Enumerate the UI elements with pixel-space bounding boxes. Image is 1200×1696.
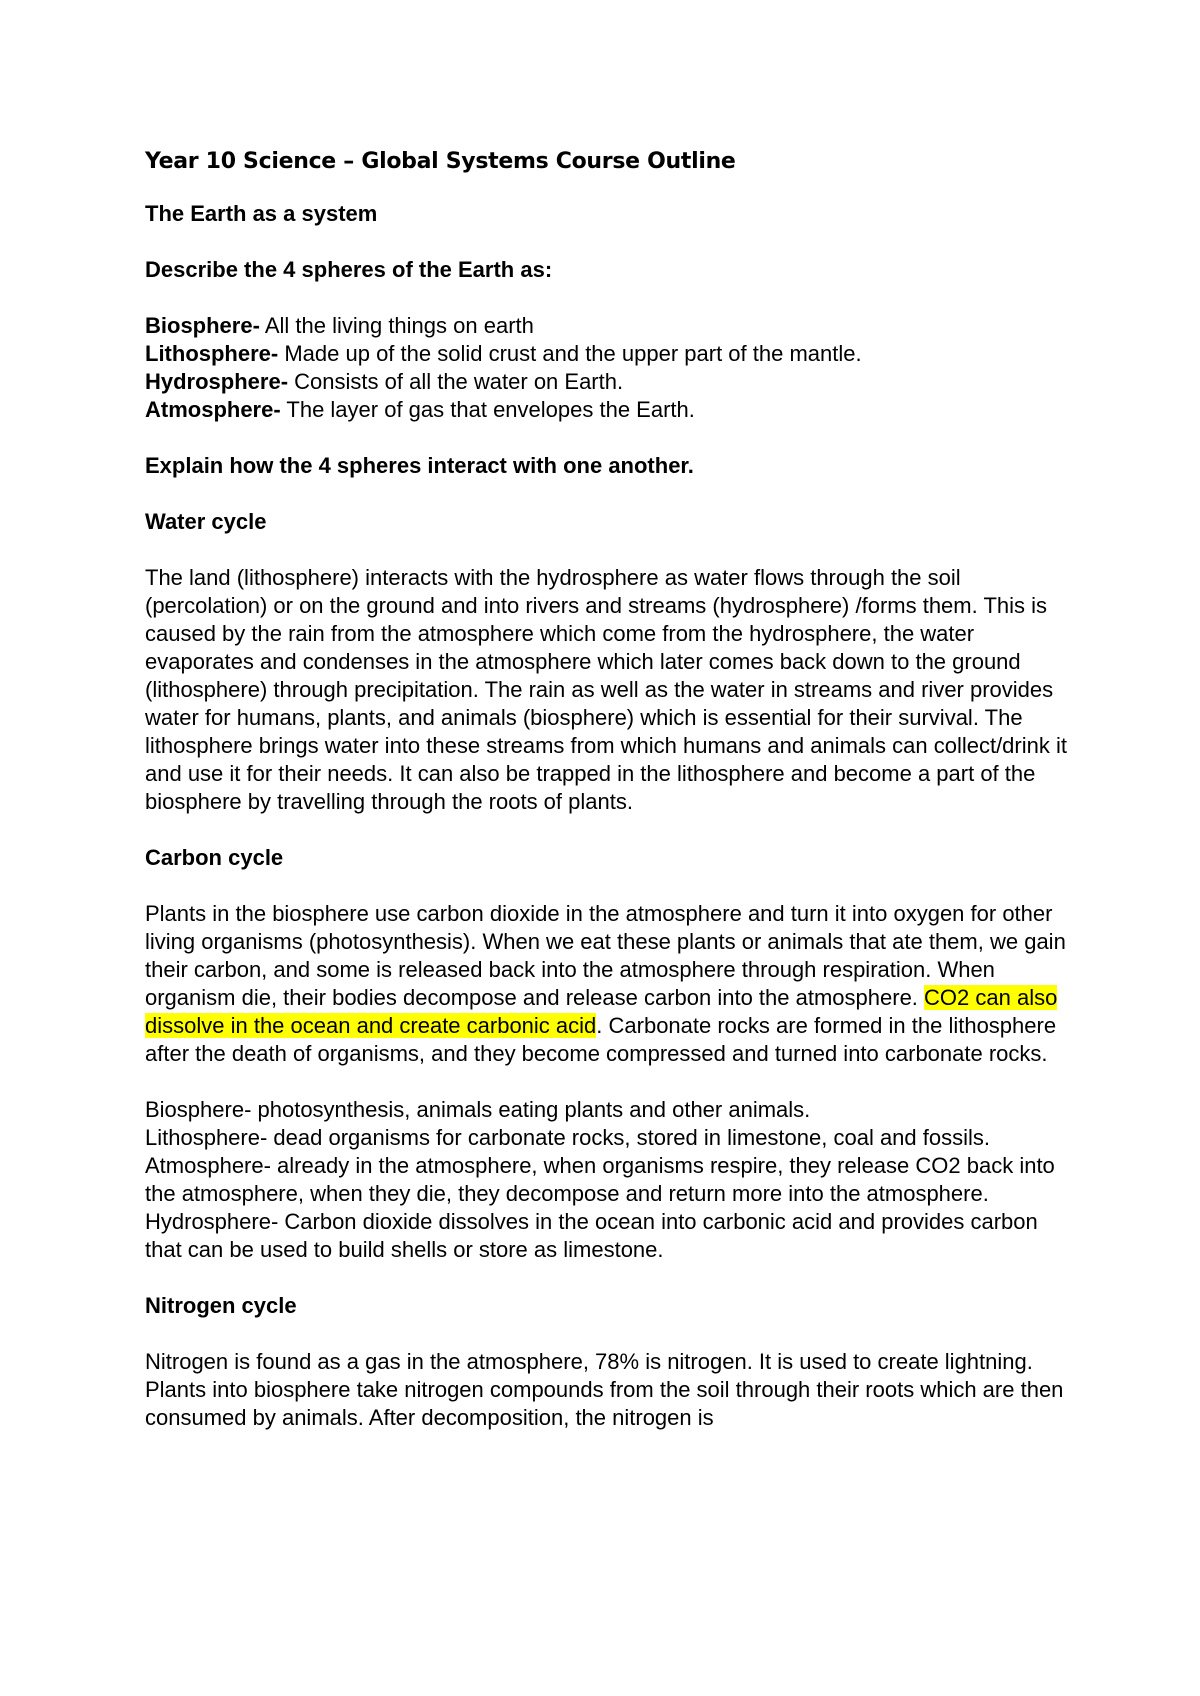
sphere-term: Hydrosphere- [145, 369, 289, 394]
nitrogen-cycle-heading: Nitrogen cycle [145, 1293, 297, 1318]
highlighted-text: CO2 can also dissolve in the ocean and create carbonic acid [145, 985, 1058, 1038]
sphere-description: The layer of gas that envelopes the Earth. [280, 397, 695, 422]
carbon-atmosphere-line: Atmosphere- already in the atmosphere, when organisms respire, they release CO2 back into the atmosphere, when they die, they decompose and return more into the atmosphere. [145, 1153, 1055, 1206]
sphere-definition-atmosphere [145, 396, 1075, 424]
carbon-spheres-list [145, 1096, 1075, 1264]
carbon-cycle-heading: Carbon cycle [145, 845, 284, 870]
sphere-definition-hydrosphere [145, 368, 1075, 396]
water-cycle-paragraph: The land (lithosphere) interacts with the hydrosphere as water flows through the soil (percolation) or on the ground and into rivers and streams (hydrosphere) /forms them. This is caused by the rain from the atmosphere which come from the hydrosphere, the water evaporates and condenses in the atmosphere which later comes back down to the ground (lithosphere) through precipitation. The rain as well as the water in streams and river provides water for humans, plants, and animals (biosphere) which is essential for their survival. The lithosphere brings water into these streams from which humans and animals can collect/drink it and use it for their needs. It can also be trapped in the lithosphere and become a part of the biosphere by travelling through the roots of plants. [145, 565, 1067, 814]
sphere-description: Made up of the solid crust and the upper part of the mantle. [278, 341, 862, 366]
carbon-hydrosphere-line: Hydrosphere- Carbon dioxide dissolves in the ocean into carbonic acid and provides carbon that can be used to build shells or store as limestone. [145, 1209, 1038, 1262]
sphere-term: Biosphere- [145, 313, 260, 338]
sphere-description: Consists of all the water on Earth. [288, 369, 624, 394]
carbon-biosphere-line: Biosphere- photosynthesis, animals eating plants and other animals. [145, 1097, 811, 1122]
spheres-definition-list [145, 312, 1075, 424]
describe-heading: Describe the 4 spheres of the Earth as: [145, 257, 553, 282]
document-page [145, 148, 1075, 1460]
sphere-term: Lithosphere- [145, 341, 279, 366]
carbon-cycle-paragraph [145, 900, 1075, 1068]
document-title: Year 10 Science – Global Systems Course Outline [145, 149, 736, 174]
sphere-description: All the living things on earth [259, 313, 534, 338]
carbon-paragraph-text: Plants in the biosphere use carbon dioxide in the atmosphere and turn it into oxygen for other living organisms (photosynthesis). When we eat these plants or animals that ate them, we gain their carbon, and some is released back into the atmosphere through respiration. When organism die, their bodies decompose and release carbon into the atmosphere. [145, 901, 1066, 1010]
sphere-definition-lithosphere [145, 340, 1075, 368]
sphere-definition-biosphere [145, 312, 1075, 340]
sphere-term: Atmosphere- [145, 397, 281, 422]
water-cycle-heading: Water cycle [145, 509, 267, 534]
carbon-paragraph-text-continued: . Carbonate rocks are formed in the lithosphere after the death of organisms, and they become compressed and turned into carbonate rocks. [145, 1013, 1057, 1066]
section-heading-earth-system: The Earth as a system [145, 201, 378, 226]
carbon-lithosphere-line: Lithosphere- dead organisms for carbonate rocks, stored in limestone, coal and fossils. [145, 1125, 990, 1150]
explain-heading: Explain how the 4 spheres interact with one another. [145, 453, 694, 478]
nitrogen-cycle-paragraph: Nitrogen is found as a gas in the atmosphere, 78% is nitrogen. It is used to create lightning. Plants into biosphere take nitrogen compounds from the soil through their roots which are then consumed by animals. After decomposition, the nitrogen is [145, 1349, 1064, 1430]
